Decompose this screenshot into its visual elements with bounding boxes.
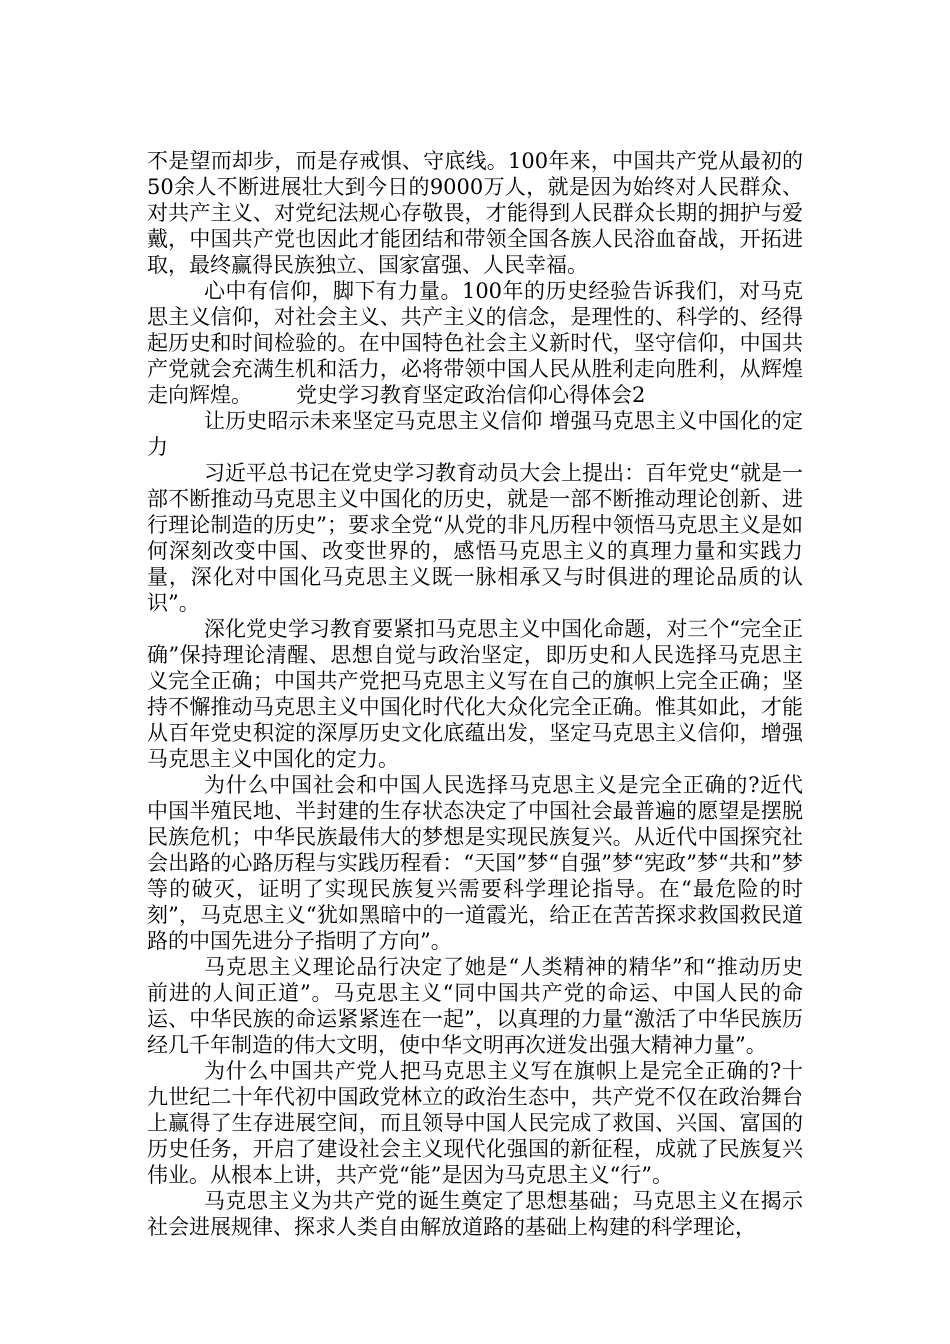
paragraph-8: 马克思主义为共产党的诞生奠定了思想基础；马克思主义在揭示社会进展规律、探求人类自由解放道路的基础上构建的科学理论， bbox=[147, 1189, 803, 1239]
paragraph-2 bbox=[147, 278, 803, 408]
section-heading: 党史学习教育坚定政治信仰心得体会2 bbox=[296, 383, 646, 407]
paragraph-2-text: 心中有信仰，脚下有力量。100年的历史经验告诉我们，对马克思主义信仰，对社会主义、共产主义的信念，是理性的、科学的、经得起历史和时间检验的。在中国特色社会主义新时代，坚守信仰，中国共产党就会充满生机和活力，必将带领中国人民从胜利走向胜利，从辉煌走向辉煌。 bbox=[147, 279, 803, 407]
paragraph-5: 为什么中国社会和中国人民选择马克思主义是完全正确的?近代中国半殖民地、半封建的生存状态决定了中国社会最普遍的愿望是摆脱民族危机；中华民族最伟大的梦想是实现民族复兴。从近代中国探究社会出路的心路历程与实践历程看：“天国”梦“自强”梦“宪政”梦“共和”梦等的破灭，证明了实现民族复兴需要科学理论指导。在“最危险的时刻”，马克思主义“犹如黑暗中的一道霞光，给正在苦苦探求救国救民道路的中国先进分子指明了方向”。 bbox=[147, 773, 803, 953]
paragraph-4: 深化党史学习教育要紧扣马克思主义中国化命题，对三个“完全正确”保持理论清醒、思想自觉与政治坚定，即历史和人民选择马克思主义完全正确；中国共产党把马克思主义写在自己的旗帜上完全正确；坚持不懈推动马克思主义中国化时代化大众化完全正确。惟其如此，才能从百年党史积淀的深厚历史文化底蕴出发，坚定马克思主义信仰，增强马克思主义中国化的定力。 bbox=[147, 617, 803, 771]
paragraph-3: 习近平总书记在党史学习教育动员大会上提出：百年党史“就是一部不断推动马克思主义中国化的历史，就是一部不断推动理论创新、进行理论制造的历史”；要求全党“从党的非凡历程中领悟马克思主义是如何深刻改变中国、改变世界的，感悟马克思主义的真理力量和实践力量，深化对中国化马克思主义既一脉相承又与时俱进的理论品质的认识”。 bbox=[147, 461, 803, 615]
paragraph-1: 不是望而却步，而是存戒惧、守底线。100年来，中国共产党从最初的50余人不断进展壮大到今日的9000万人，就是因为始终对人民群众、对共产主义、对党纪法规心存敬畏，才能得到人民群众长期的拥护与爱戴，中国共产党也因此才能团结和带领全国各族人民浴血奋战，开拓进取，最终赢得民族独立、国家富强、人民幸福。 bbox=[147, 149, 803, 277]
document-body bbox=[147, 148, 803, 1240]
paragraph-7: 为什么中国共产党人把马克思主义写在旗帜上是完全正确的?十九世纪二十年代初中国政党林立的政治生态中，共产党不仅在政治舞台上赢得了生存进展空间，而且领导中国人民完成了救国、兴国、富国的历史任务，开启了建设社会主义现代化强国的新征程，成就了民族复兴伟业。从根本上讲，共产党“能”是因为马克思主义“行”。 bbox=[147, 1059, 803, 1187]
paragraph-6: 马克思主义理论品行决定了她是“人类精神的精华”和“推动历史前进的人间正道”。马克思主义“同中国共产党的命运、中国人民的命运、中华民族的命运紧紧连在一起”，以真理的力量“激活了中华民族历经几千年制造的伟大文明，使中华文明再次迸发出强大精神力量”。 bbox=[147, 955, 803, 1057]
article-title: 让历史昭示未来坚定马克思主义信仰 增强马克思主义中国化的定力 bbox=[147, 409, 803, 459]
